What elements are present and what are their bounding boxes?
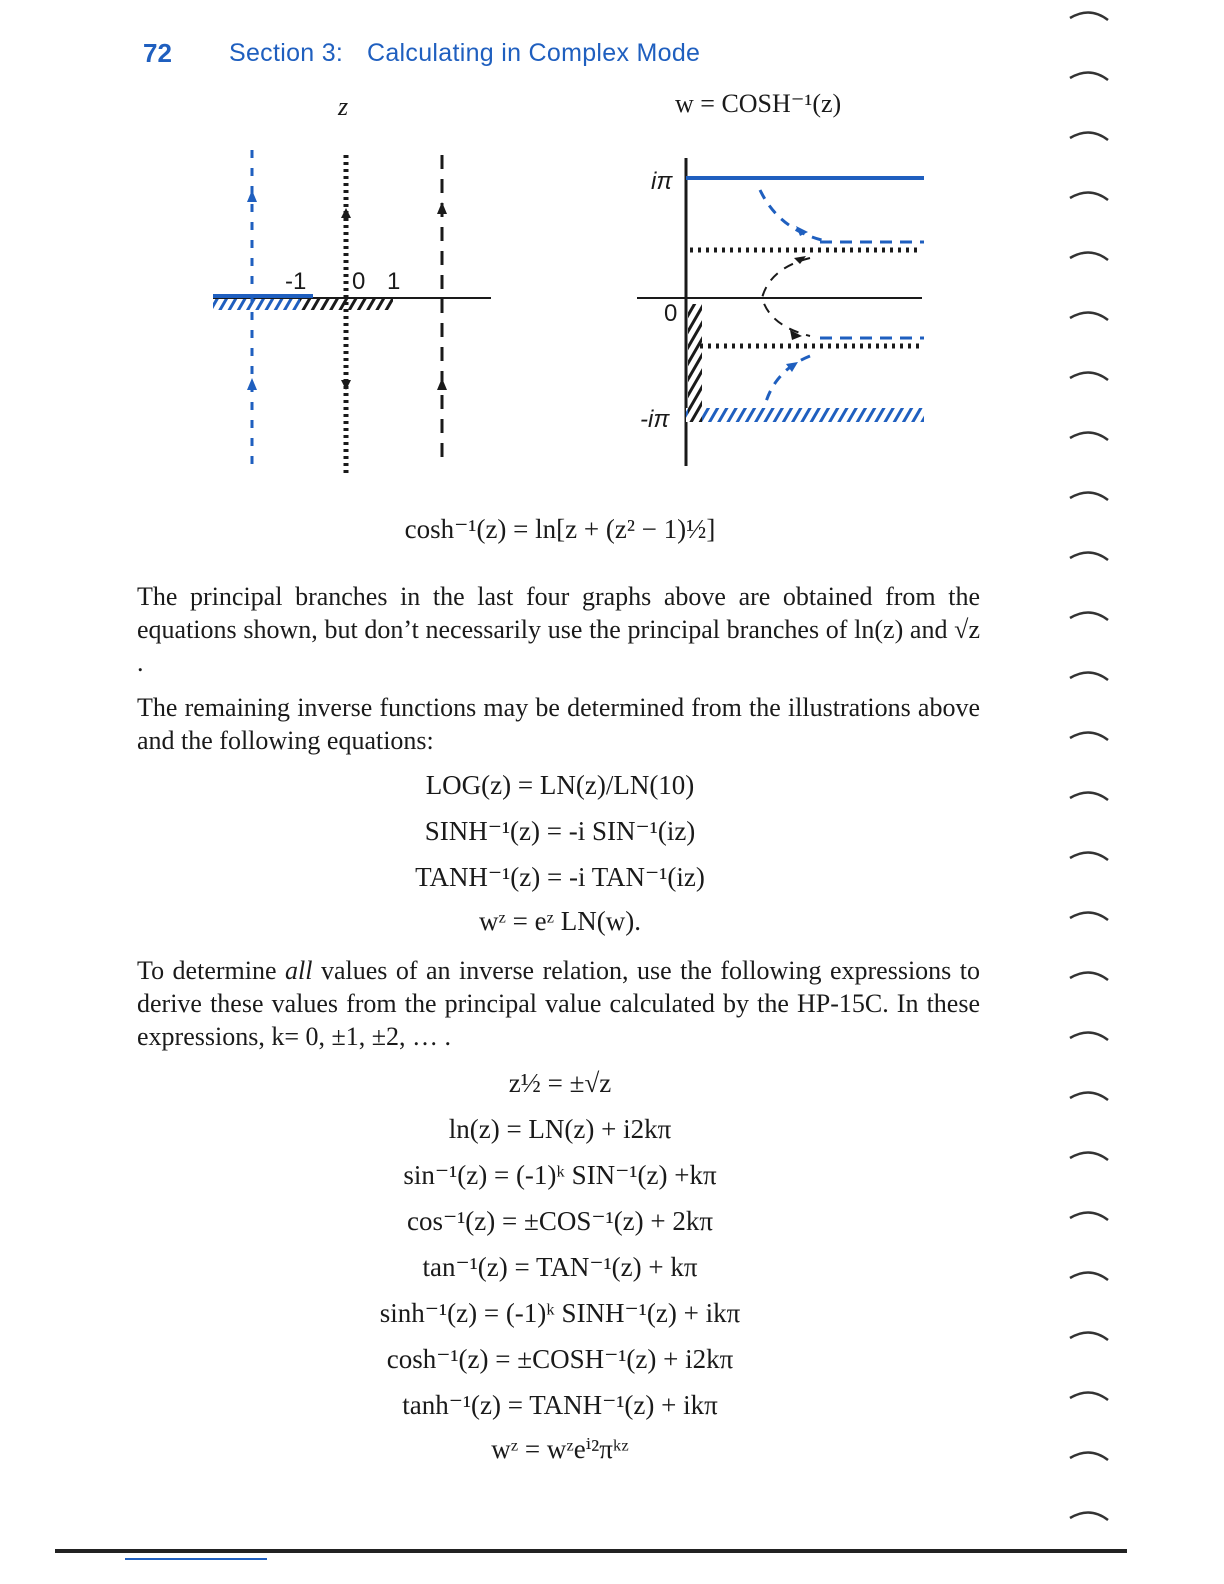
para3-emphasis: all — [285, 956, 313, 985]
equation-ln: ln(z) = LN(z) + i2kπ — [448, 1114, 672, 1144]
tick-zero-w: 0 — [664, 300, 678, 327]
equation-cos-inverse: cos⁻¹(z) = ±COS⁻¹(z) + 2kπ — [406, 1206, 714, 1236]
equation-tan-inverse: tan⁻¹(z) = TAN⁻¹(z) + kπ — [422, 1252, 698, 1282]
paragraph-all-values — [137, 954, 980, 1053]
equation-sin-inverse: sin⁻¹(z) = (-1)ᵏ SIN⁻¹(z) +kπ — [403, 1160, 717, 1190]
w-curve-bottom — [765, 356, 810, 405]
tick-minus-one: -1 — [285, 268, 307, 295]
paragraph-principal-branches: The principal branches in the last four graphs above are obtained from the equations shown, but don’t necessarily use the principal branches of ln(z) and √z . — [137, 582, 980, 677]
page-number: 72 — [143, 38, 172, 68]
equation-log: LOG(z) = LN(z)/LN(10) — [425, 770, 695, 800]
w-bottom-hatch — [686, 408, 924, 422]
formula-cosh-inverse: cosh⁻¹(z) = ln[z + (z² − 1)½] — [404, 514, 716, 544]
equation-tanh-inverse: TANH⁻¹(z) = -i TAN⁻¹(iz) — [415, 862, 705, 892]
equation-w-power-all: wᶻ = wᶻeⁱ²πᵏᶻ — [491, 1434, 629, 1464]
branch-cut-hatch-blue — [213, 299, 313, 310]
equation-cosh-inverse-all: cosh⁻¹(z) = ±COSH⁻¹(z) + i2kπ — [386, 1344, 734, 1374]
tick-one: 1 — [387, 268, 401, 295]
section-title: Calculating in Complex Mode — [367, 39, 701, 67]
tick-i-pi: iπ — [651, 168, 673, 195]
w-curve-top — [760, 190, 830, 242]
equation-w-power: wᶻ = eᶻ LN(w). — [479, 906, 641, 936]
para3-pre: To determine — [137, 956, 285, 985]
w-left-hatch — [688, 304, 702, 422]
section-label: Section 3: — [229, 39, 344, 67]
w-plane — [637, 158, 924, 466]
equation-sinh-inverse-all: sinh⁻¹(z) = (-1)ᵏ SINH⁻¹(z) + ikπ — [379, 1298, 741, 1328]
bottom-accent-rule — [125, 1558, 267, 1560]
equation-sqrt: z½ = ±√z — [508, 1068, 612, 1098]
equation-sinh-inverse: SINH⁻¹(z) = -i SIN⁻¹(iz) — [424, 816, 696, 846]
binder-rings — [1060, 0, 1120, 1584]
tick-zero-z: 0 — [352, 268, 366, 295]
para3-post: values of an inverse relation, use the following expressions to derive these values from the principal value calculated by the HP-15C. In these expressions, k= 0, ±1, ±2, … . — [137, 956, 980, 1051]
paragraph-remaining-inverse: The remaining inverse functions may be determined from the illustrations above and the following equations: — [137, 693, 980, 755]
equation-tanh-inverse-all: tanh⁻¹(z) = TANH⁻¹(z) + ikπ — [402, 1390, 718, 1420]
z-plane — [213, 150, 491, 475]
right-plane-label: w = COSH⁻¹(z) — [675, 89, 842, 118]
bottom-rule — [55, 1549, 1127, 1553]
branch-cut-diagram — [0, 0, 1224, 520]
tick-minus-i-pi: -iπ — [640, 406, 670, 433]
left-plane-label: z — [338, 92, 349, 121]
